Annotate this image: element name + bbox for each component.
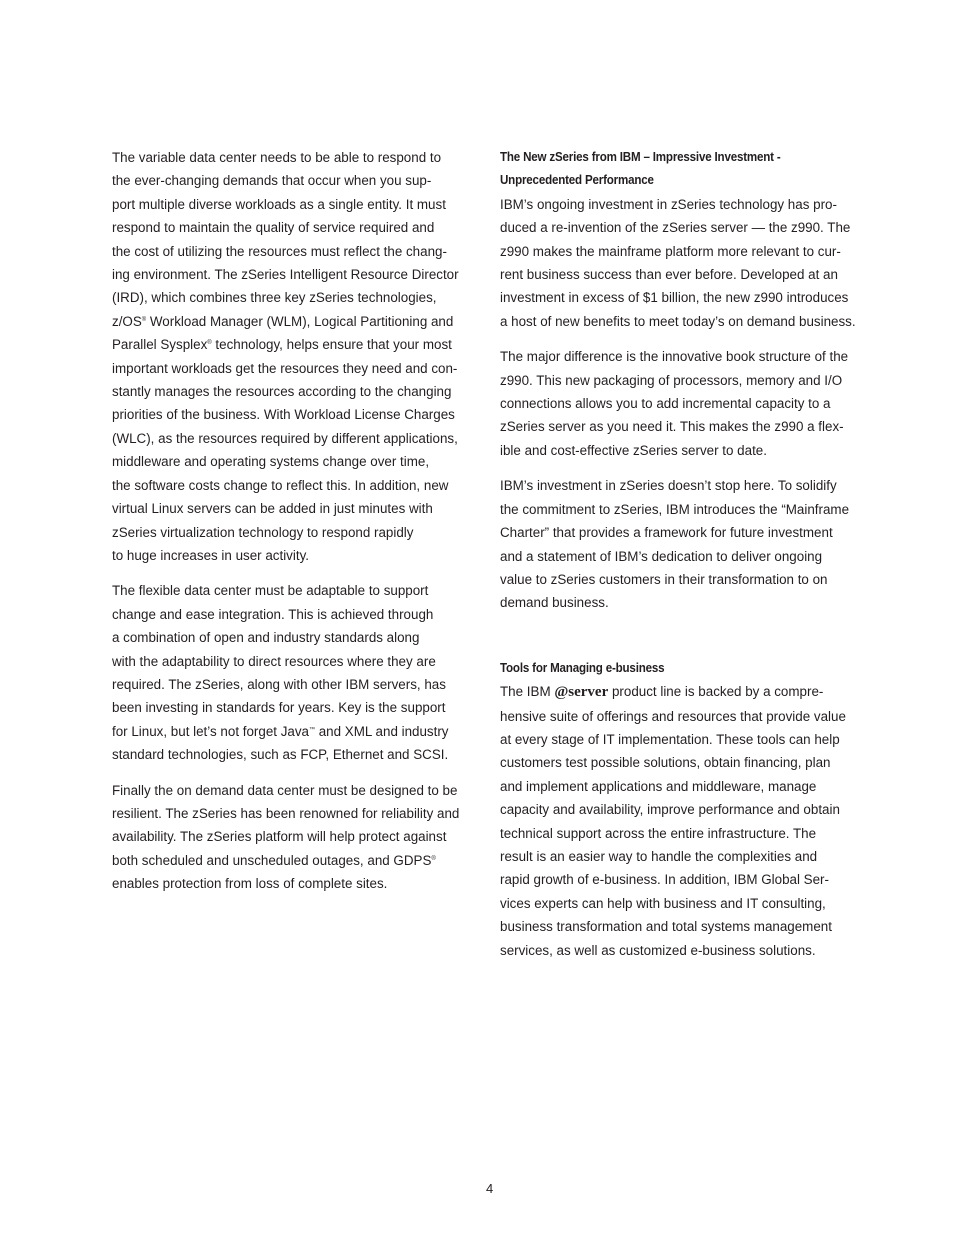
text-segment: Workload Manager (WLM), Logical Partitioning and bbox=[146, 313, 454, 329]
text-segment: standard technologies, such as FCP, Ethernet and SCSI. bbox=[112, 747, 449, 763]
text-line bbox=[500, 240, 875, 263]
text-segment: z990 makes the mainframe platform more relevant to cur- bbox=[500, 243, 841, 259]
text-segment: (IRD), which combines three key zSeries technologies, bbox=[112, 290, 437, 306]
text-line bbox=[500, 657, 845, 680]
text-segment: availability. The zSeries platform will help protect against bbox=[112, 829, 447, 845]
text-line bbox=[500, 680, 875, 704]
text-segment: important workloads get the resources they need and con- bbox=[112, 360, 458, 376]
text-line bbox=[112, 603, 487, 626]
right-column bbox=[500, 146, 875, 974]
text-segment: priorities of the business. With Workload License Charges bbox=[112, 407, 455, 423]
text-segment: investment in excess of $1 billion, the new z990 introduces bbox=[500, 290, 849, 306]
text-line bbox=[112, 626, 487, 649]
left-column bbox=[112, 146, 487, 908]
text-line bbox=[500, 345, 875, 368]
body-paragraph bbox=[500, 345, 875, 462]
text-line bbox=[500, 193, 875, 216]
text-line bbox=[112, 427, 487, 450]
text-line bbox=[112, 286, 487, 309]
text-line bbox=[112, 146, 487, 169]
text-line bbox=[500, 915, 875, 938]
text-segment: product line is backed by a compre- bbox=[608, 684, 824, 700]
text-segment: been investing in standards for years. Key is the support bbox=[112, 700, 446, 716]
body-paragraph bbox=[500, 474, 875, 614]
text-segment: port multiple diverse workloads as a single entity. It must bbox=[112, 196, 446, 212]
text-segment: ing environment. The zSeries Intelligent Resource Director bbox=[112, 267, 459, 283]
text-line bbox=[500, 568, 875, 591]
text-line bbox=[112, 825, 487, 848]
text-segment: customers test possible solutions, obtain financing, plan bbox=[500, 755, 831, 771]
text-segment: (WLC), as the resources required by different applications, bbox=[112, 430, 458, 446]
text-line bbox=[500, 169, 845, 192]
text-line bbox=[500, 369, 875, 392]
text-segment: zSeries server as you need it. This makes the z990 a flex- bbox=[500, 419, 844, 435]
text-segment: Tools for Managing e-business bbox=[500, 660, 665, 675]
text-segment: the ever-changing demands that occur when you sup- bbox=[112, 173, 432, 189]
text-segment: z990. This new packaging of processors, memory and I/O bbox=[500, 372, 843, 388]
text-segment: The variable data center needs to be able to respond to bbox=[112, 150, 442, 165]
text-segment: The flexible data center must be adaptable to support bbox=[112, 583, 429, 599]
text-segment: a host of new benefits to meet today’s on demand business. bbox=[500, 313, 856, 329]
text-line bbox=[112, 720, 487, 743]
text-line bbox=[112, 216, 487, 239]
text-segment: business transformation and total systems management bbox=[500, 919, 832, 935]
text-segment: and implement applications and middleware, manage bbox=[500, 778, 817, 794]
text-line bbox=[112, 497, 487, 520]
text-line bbox=[500, 591, 875, 614]
text-segment: the software costs change to reflect this. In addition, new bbox=[112, 477, 449, 493]
text-segment: connections allows you to add incremental capacity to a bbox=[500, 396, 831, 412]
text-segment: IBM’s investment in zSeries doesn’t stop here. To solidify bbox=[500, 478, 837, 494]
text-line bbox=[112, 544, 487, 567]
text-segment: capacity and availability, improve performance and obtain bbox=[500, 802, 840, 818]
text-line bbox=[500, 216, 875, 239]
text-line bbox=[500, 892, 875, 915]
text-segment: respond to maintain the quality of service required and bbox=[112, 220, 435, 236]
text-line bbox=[500, 392, 875, 415]
eserver-logo: @server bbox=[554, 684, 609, 701]
text-line bbox=[112, 650, 487, 673]
text-segment: The New zSeries from IBM – Impressive Investment - bbox=[500, 150, 781, 164]
text-segment: stantly manages the resources according to the changing bbox=[112, 384, 452, 400]
body-paragraph bbox=[500, 680, 875, 962]
text-line bbox=[500, 798, 875, 821]
body-paragraph bbox=[500, 193, 875, 333]
text-line bbox=[112, 779, 487, 802]
text-segment: the commitment to zSeries, IBM introduces the “Mainframe bbox=[500, 501, 850, 517]
text-segment: z/OS bbox=[112, 313, 142, 329]
body-paragraph bbox=[112, 579, 487, 766]
text-segment: Parallel Sysplex bbox=[112, 337, 208, 353]
text-line bbox=[500, 286, 875, 309]
text-segment: ible and cost-effective zSeries server to date. bbox=[500, 442, 767, 458]
text-line bbox=[500, 775, 875, 798]
text-segment: IBM’s ongoing investment in zSeries technology has pro- bbox=[500, 196, 837, 212]
text-line bbox=[112, 357, 487, 380]
text-segment: middleware and operating systems change over time, bbox=[112, 454, 430, 470]
text-line bbox=[500, 845, 875, 868]
text-line bbox=[112, 579, 487, 602]
text-segment: virtual Linux servers can be added in just minutes with bbox=[112, 501, 433, 517]
text-segment: result is an easier way to handle the complexities and bbox=[500, 848, 818, 864]
text-segment: the cost of utilizing the resources must reflect the chang- bbox=[112, 243, 447, 259]
text-segment: for Linux, but let’s not forget Java bbox=[112, 723, 310, 739]
text-line bbox=[112, 169, 487, 192]
text-line bbox=[112, 802, 487, 825]
trademark-symbol: ® bbox=[431, 855, 436, 862]
text-line bbox=[112, 743, 487, 766]
text-line bbox=[112, 474, 487, 497]
trademark-symbol: ® bbox=[207, 340, 212, 347]
text-segment: rapid growth of e-business. In addition, IBM Global Ser- bbox=[500, 872, 829, 888]
text-line bbox=[112, 380, 487, 403]
page-number: 4 bbox=[486, 1181, 494, 1196]
text-line bbox=[500, 545, 875, 568]
text-line bbox=[500, 415, 875, 438]
text-segment: services, as well as customized e-business solutions. bbox=[500, 942, 816, 958]
text-segment: to huge increases in user activity. bbox=[112, 547, 309, 563]
text-line bbox=[112, 193, 487, 216]
text-segment: vices experts can help with business and IT consulting, bbox=[500, 895, 826, 911]
section-heading bbox=[500, 146, 875, 193]
text-segment: a combination of open and industry standards along bbox=[112, 630, 420, 646]
text-line bbox=[500, 521, 875, 544]
text-line bbox=[112, 673, 487, 696]
trademark-symbol: ™ bbox=[309, 726, 316, 733]
text-line bbox=[500, 822, 875, 845]
text-segment: value to zSeries customers in their transformation to on bbox=[500, 571, 828, 587]
text-line bbox=[500, 498, 875, 521]
text-segment: at every stage of IT implementation. These tools can help bbox=[500, 731, 840, 747]
text-segment: hensive suite of offerings and resources that provide value bbox=[500, 708, 846, 724]
text-segment: with the adaptability to direct resources where they are bbox=[112, 653, 436, 669]
text-line bbox=[500, 310, 875, 333]
text-line bbox=[112, 872, 487, 895]
text-segment: The IBM bbox=[500, 684, 555, 700]
text-segment: zSeries virtualization technology to respond rapidly bbox=[112, 524, 414, 540]
text-segment: resilient. The zSeries has been renowned for reliability and bbox=[112, 805, 460, 821]
text-line bbox=[112, 310, 487, 333]
text-line bbox=[500, 705, 875, 728]
text-line bbox=[500, 728, 875, 751]
text-line bbox=[112, 263, 487, 286]
text-line bbox=[500, 439, 875, 462]
text-line bbox=[500, 146, 845, 169]
body-paragraph bbox=[112, 146, 487, 567]
body-paragraph bbox=[112, 779, 487, 896]
text-segment: both scheduled and unscheduled outages, and GDPS bbox=[112, 852, 432, 868]
text-line bbox=[500, 474, 875, 497]
text-line bbox=[500, 751, 875, 774]
text-line bbox=[500, 939, 875, 962]
text-line bbox=[112, 333, 487, 356]
text-line bbox=[112, 521, 487, 544]
text-segment: technology, helps ensure that your most bbox=[211, 337, 452, 353]
text-segment: Finally the on demand data center must be designed to be bbox=[112, 782, 458, 798]
text-line bbox=[500, 263, 875, 286]
text-segment: The major difference is the innovative book structure of the bbox=[500, 349, 849, 365]
text-segment: change and ease integration. This is achieved through bbox=[112, 606, 434, 622]
text-segment: demand business. bbox=[500, 595, 609, 611]
text-line bbox=[112, 450, 487, 473]
text-line bbox=[112, 240, 487, 263]
text-line bbox=[112, 849, 487, 872]
text-segment: technical support across the entire infrastructure. The bbox=[500, 825, 817, 841]
text-segment: required. The zSeries, along with other IBM servers, has bbox=[112, 676, 446, 692]
text-segment: Charter” that provides a framework for future investment bbox=[500, 525, 833, 541]
text-segment: and a statement of IBM’s dedication to deliver ongoing bbox=[500, 548, 823, 564]
text-segment: Unprecedented Performance bbox=[500, 173, 654, 188]
text-segment: enables protection from loss of complete sites. bbox=[112, 876, 388, 892]
text-line bbox=[500, 868, 875, 891]
text-line bbox=[112, 696, 487, 719]
text-segment: duced a re-invention of the zSeries server — the z990. The bbox=[500, 220, 851, 236]
trademark-symbol: ® bbox=[141, 316, 147, 323]
text-line bbox=[112, 403, 487, 426]
text-segment: rent business success than ever before. Developed at an bbox=[500, 267, 838, 283]
text-segment: and XML and industry bbox=[315, 723, 449, 739]
section-heading bbox=[500, 657, 875, 680]
